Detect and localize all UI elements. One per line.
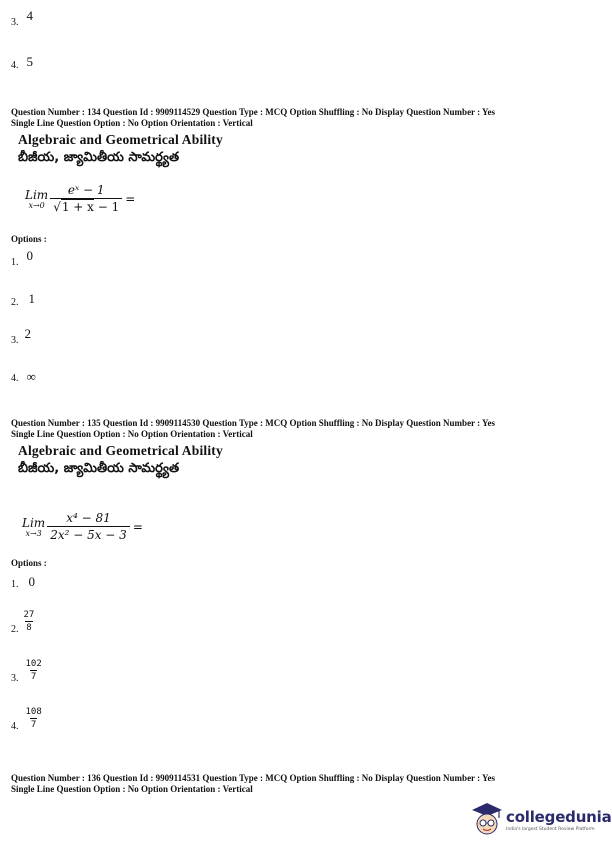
logo-tagline: India's largest Student Review Platform (506, 827, 595, 832)
option-value: 2 (24, 326, 31, 341)
option-number: 3. (11, 335, 19, 346)
limit-subscript: x→0 (28, 200, 45, 210)
fraction (47, 511, 130, 542)
option-row (11, 292, 35, 310)
option-value: 0 (26, 248, 33, 263)
limit-operator (22, 516, 45, 538)
equals-sign: = (125, 191, 136, 206)
option-fraction (25, 707, 43, 730)
denominator-rest: − 1 (93, 200, 120, 214)
question-meta-line: Single Line Question Option : No Option Orientation : Vertical (11, 784, 253, 794)
option-row (11, 659, 43, 682)
option-number: 1. (11, 257, 19, 268)
question-meta-line: Single Line Question Option : No Option Orientation : Vertical (11, 118, 253, 128)
subject-title-en: Algebraic and Geometrical Ability (18, 132, 223, 147)
option-number: 4. (11, 373, 19, 384)
option-row (11, 248, 33, 270)
option-row (11, 55, 33, 73)
option-number: 4. (11, 60, 19, 71)
collegedunia-logo (470, 801, 612, 839)
option-numerator: 27 (23, 610, 35, 620)
question-134 (11, 107, 495, 129)
numerator: eˣ − 1 (67, 183, 105, 197)
option-fraction (25, 659, 43, 682)
limit-word: Lim (25, 187, 49, 202)
question-135 (11, 418, 495, 440)
option-row (11, 610, 35, 633)
limit-subscript: x→3 (25, 528, 42, 538)
option-number: 4. (11, 721, 19, 732)
option-row (11, 707, 43, 730)
limit-operator (25, 188, 48, 210)
option-number: 2. (11, 624, 19, 635)
option-row (11, 8, 33, 30)
question-136 (11, 773, 495, 795)
option-value: 4 (26, 8, 33, 23)
logo-wordmark: collegedunia (506, 808, 612, 826)
limit-word: Lim (22, 515, 46, 530)
option-row (11, 368, 36, 386)
option-row (11, 326, 31, 348)
equals-sign: = (132, 519, 143, 534)
option-denominator: 7 (30, 672, 37, 682)
question-meta-line: Question Number : 136 Question Id : 9909114531 Question Type : MCQ Option Shuffling : No Display Question Number : Yes (11, 773, 496, 783)
subject-title-te: బీజీయ, జ్యామితీయ సామర్థ్యత (18, 150, 180, 165)
option-value: 0 (28, 574, 35, 589)
option-number: 2. (11, 297, 19, 308)
denominator (50, 198, 122, 214)
option-row (11, 574, 35, 592)
option-numerator: 102 (25, 659, 42, 669)
radicand: 1 + x (61, 200, 94, 214)
option-value: 1 (28, 291, 35, 306)
option-fraction (23, 610, 36, 633)
denominator: 2x² − 5x − 3 (47, 526, 130, 542)
option-value: 5 (26, 54, 33, 69)
options-label: Options : (11, 558, 47, 568)
subject-title-en: Algebraic and Geometrical Ability (18, 443, 223, 458)
question-meta-line: Question Number : 135 Question Id : 9909114530 Question Type : MCQ Option Shuffling : No Display Question Number : Yes (11, 418, 496, 428)
logo-text-block (506, 808, 612, 832)
question-expression (22, 511, 143, 542)
option-denominator: 8 (26, 623, 32, 633)
options-label: Options : (11, 234, 47, 244)
fraction (50, 183, 122, 214)
option-denominator: 7 (30, 720, 37, 730)
question-meta-line: Single Line Question Option : No Option Orientation : Vertical (11, 429, 253, 439)
option-numerator: 108 (25, 707, 42, 717)
option-number: 3. (11, 673, 19, 684)
option-value: ∞ (26, 369, 36, 384)
graduate-mascot-icon (470, 801, 504, 839)
question-expression (25, 183, 135, 214)
option-number: 3. (11, 17, 19, 28)
option-number: 1. (11, 579, 19, 590)
sqrt-icon: √ (53, 200, 61, 214)
question-meta-line: Question Number : 134 Question Id : 9909114529 Question Type : MCQ Option Shuffling : No Display Question Number : Yes (11, 107, 496, 117)
numerator: x⁴ − 81 (66, 511, 111, 525)
subject-title-te: బీజీయ, జ్యామితీయ సామర్థ్యత (18, 461, 180, 476)
